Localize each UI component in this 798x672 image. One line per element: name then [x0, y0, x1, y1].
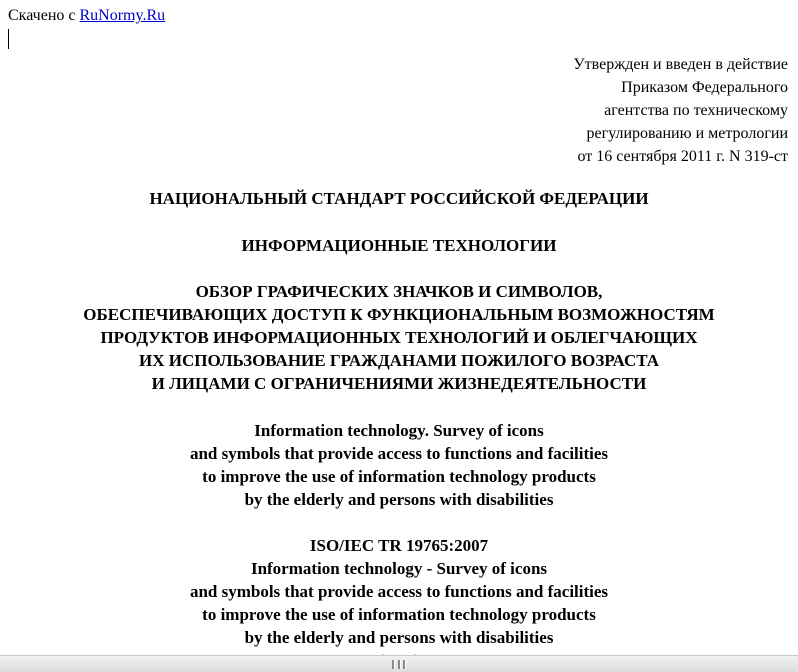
approval-line: регулированию и метрологии — [586, 125, 788, 142]
field-title: ИНФОРМАЦИОННЫЕ ТЕХНОЛОГИИ — [241, 236, 557, 255]
approval-block — [573, 53, 788, 168]
russian-title-line: ПРОДУКТОВ ИНФОРМАЦИОННЫХ ТЕХНОЛОГИЙ И ОБЛЕГЧАЮЩИХ — [100, 328, 698, 347]
site-link[interactable]: RuNormy.Ru — [79, 7, 166, 24]
iso-title-line: and symbols that provide access to functions and facilities — [189, 582, 609, 601]
russian-title-line: ОБЗОР ГРАФИЧЕСКИХ ЗНАЧКОВ И СИМВОЛОВ, — [195, 282, 603, 301]
iso-title-line: to improve the use of information technology products — [202, 605, 596, 624]
downloaded-prefix: Скачено с — [8, 7, 76, 24]
iso-code: ISO/IEC TR 19765:2007 — [309, 536, 489, 555]
russian-title-line: ОБЕСПЕЧИВАЮЩИХ ДОСТУП К ФУНКЦИОНАЛЬНЫМ ВОЗМОЖНОСТЯМ — [83, 305, 715, 324]
download-source-line — [8, 6, 165, 26]
approval-line: агентства по техническому — [604, 102, 788, 119]
english-title-line: to improve the use of information technology products — [202, 467, 596, 486]
russian-title-line: И ЛИЦАМИ С ОГРАНИЧЕНИЯМИ ЖИЗНЕДЕЯТЕЛЬНОСТИ — [151, 374, 647, 393]
iso-reference — [0, 534, 798, 672]
english-title-line: Information technology. Survey of icons — [254, 421, 544, 440]
approval-line: Утвержден и введен в действие — [573, 56, 788, 73]
iso-title-line: Information technology - Survey of icons — [250, 559, 548, 578]
iso-title-line: by the elderly and persons with disabilities — [244, 628, 554, 647]
approval-line: от 16 сентября 2011 г. N 319-ст — [577, 148, 788, 165]
english-title-line: by the elderly and persons with disabilities — [244, 490, 554, 509]
scrollbar-grip-icon[interactable] — [392, 660, 406, 669]
horizontal-scrollbar[interactable] — [0, 655, 798, 672]
english-title-line: and symbols that provide access to functions and facilities — [189, 444, 609, 463]
russian-title-line: ИХ ИСПОЛЬЗОВАНИЕ ГРАЖДАНАМИ ПОЖИЛОГО ВОЗРАСТА — [138, 351, 660, 370]
russian-title — [0, 280, 798, 395]
approval-line: Приказом Федерального — [621, 79, 788, 96]
national-standard-title: НАЦИОНАЛЬНЫЙ СТАНДАРТ РОССИЙСКОЙ ФЕДЕРАЦИИ — [149, 189, 649, 208]
text-cursor — [8, 29, 9, 49]
english-title — [0, 419, 798, 511]
